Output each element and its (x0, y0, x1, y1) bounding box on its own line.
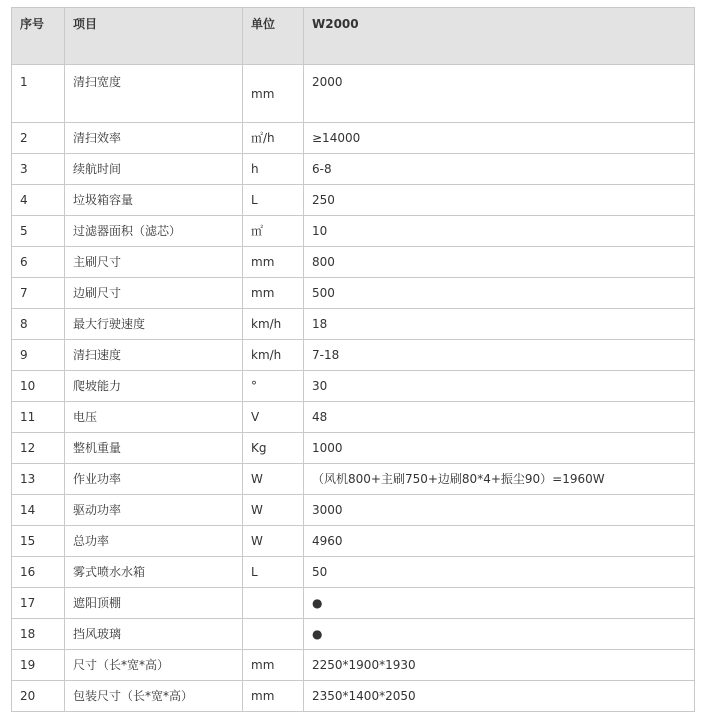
cell-no: 1 (12, 65, 65, 123)
cell-no: 18 (12, 619, 65, 650)
cell-item: 挡风玻璃 (65, 619, 243, 650)
header-item: 项目 (65, 8, 243, 65)
header-no: 序号 (12, 8, 65, 65)
cell-item: 最大行驶速度 (65, 309, 243, 340)
header-unit: 单位 (243, 8, 304, 65)
table-row (12, 278, 695, 309)
cell-value: 50 (304, 557, 695, 588)
cell-item: 爬坡能力 (65, 371, 243, 402)
cell-item: 雾式喷水水箱 (65, 557, 243, 588)
cell-no: 13 (12, 464, 65, 495)
cell-item: 主刷尺寸 (65, 247, 243, 278)
table-row (12, 216, 695, 247)
cell-no: 8 (12, 309, 65, 340)
cell-unit: km/h (243, 309, 304, 340)
cell-value: ● (304, 588, 695, 619)
table-row (12, 185, 695, 216)
cell-value: 48 (304, 402, 695, 433)
cell-no: 3 (12, 154, 65, 185)
cell-no: 15 (12, 526, 65, 557)
cell-value: 2000 (304, 65, 695, 123)
cell-value: 4960 (304, 526, 695, 557)
cell-value: 6-8 (304, 154, 695, 185)
header-model: W2000 (304, 8, 695, 65)
cell-item: 遮阳顶棚 (65, 588, 243, 619)
cell-unit: V (243, 402, 304, 433)
cell-no: 7 (12, 278, 65, 309)
cell-value: 30 (304, 371, 695, 402)
cell-item: 驱动功率 (65, 495, 243, 526)
cell-no: 12 (12, 433, 65, 464)
table-row (12, 247, 695, 278)
cell-item: 过滤器面积（滤芯） (65, 216, 243, 247)
cell-value: 250 (304, 185, 695, 216)
cell-unit: km/h (243, 340, 304, 371)
cell-unit: ㎡/h (243, 123, 304, 154)
cell-no: 5 (12, 216, 65, 247)
cell-item: 作业功率 (65, 464, 243, 495)
cell-unit: ° (243, 371, 304, 402)
cell-item: 边刷尺寸 (65, 278, 243, 309)
cell-unit (243, 588, 304, 619)
cell-item: 清扫效率 (65, 123, 243, 154)
table-row (12, 650, 695, 681)
table-row (12, 309, 695, 340)
cell-value: 18 (304, 309, 695, 340)
cell-no: 20 (12, 681, 65, 712)
cell-no: 6 (12, 247, 65, 278)
cell-item: 尺寸（长*宽*高） (65, 650, 243, 681)
cell-item: 垃圾箱容量 (65, 185, 243, 216)
cell-no: 19 (12, 650, 65, 681)
table-header-row (12, 8, 695, 65)
cell-unit: L (243, 185, 304, 216)
cell-unit: W (243, 526, 304, 557)
table-row (12, 65, 695, 123)
cell-value: ≥14000 (304, 123, 695, 154)
cell-value: 800 (304, 247, 695, 278)
cell-item: 电压 (65, 402, 243, 433)
cell-no: 11 (12, 402, 65, 433)
table-row (12, 123, 695, 154)
cell-unit: mm (243, 681, 304, 712)
cell-unit: W (243, 495, 304, 526)
spec-table (11, 7, 695, 712)
cell-no: 16 (12, 557, 65, 588)
cell-unit: h (243, 154, 304, 185)
cell-no: 4 (12, 185, 65, 216)
table-row (12, 464, 695, 495)
cell-item: 清扫速度 (65, 340, 243, 371)
cell-unit (243, 619, 304, 650)
cell-no: 17 (12, 588, 65, 619)
cell-no: 14 (12, 495, 65, 526)
table-row (12, 495, 695, 526)
cell-value: ● (304, 619, 695, 650)
table-row (12, 154, 695, 185)
cell-item: 包装尺寸（长*宽*高） (65, 681, 243, 712)
cell-no: 10 (12, 371, 65, 402)
cell-item: 清扫宽度 (65, 65, 243, 123)
cell-item: 整机重量 (65, 433, 243, 464)
table-row (12, 433, 695, 464)
cell-value: 500 (304, 278, 695, 309)
table-row (12, 526, 695, 557)
cell-item: 续航时间 (65, 154, 243, 185)
table-row (12, 371, 695, 402)
table-row (12, 557, 695, 588)
cell-unit: ㎡ (243, 216, 304, 247)
cell-no: 9 (12, 340, 65, 371)
cell-value: 3000 (304, 495, 695, 526)
cell-unit: mm (243, 278, 304, 309)
cell-value: （风机800+主刷750+边刷80*4+振尘90）=1960W (304, 464, 695, 495)
cell-value: 1000 (304, 433, 695, 464)
cell-unit: mm (243, 650, 304, 681)
table-row (12, 681, 695, 712)
table-row (12, 619, 695, 650)
cell-value: 2350*1400*2050 (304, 681, 695, 712)
table-row (12, 402, 695, 433)
cell-unit: W (243, 464, 304, 495)
cell-item: 总功率 (65, 526, 243, 557)
cell-value: 10 (304, 216, 695, 247)
cell-unit: mm (243, 247, 304, 278)
table-row (12, 340, 695, 371)
cell-unit: mm (243, 65, 304, 123)
cell-unit: Kg (243, 433, 304, 464)
cell-unit: L (243, 557, 304, 588)
cell-value: 2250*1900*1930 (304, 650, 695, 681)
cell-no: 2 (12, 123, 65, 154)
table-row (12, 588, 695, 619)
cell-value: 7-18 (304, 340, 695, 371)
